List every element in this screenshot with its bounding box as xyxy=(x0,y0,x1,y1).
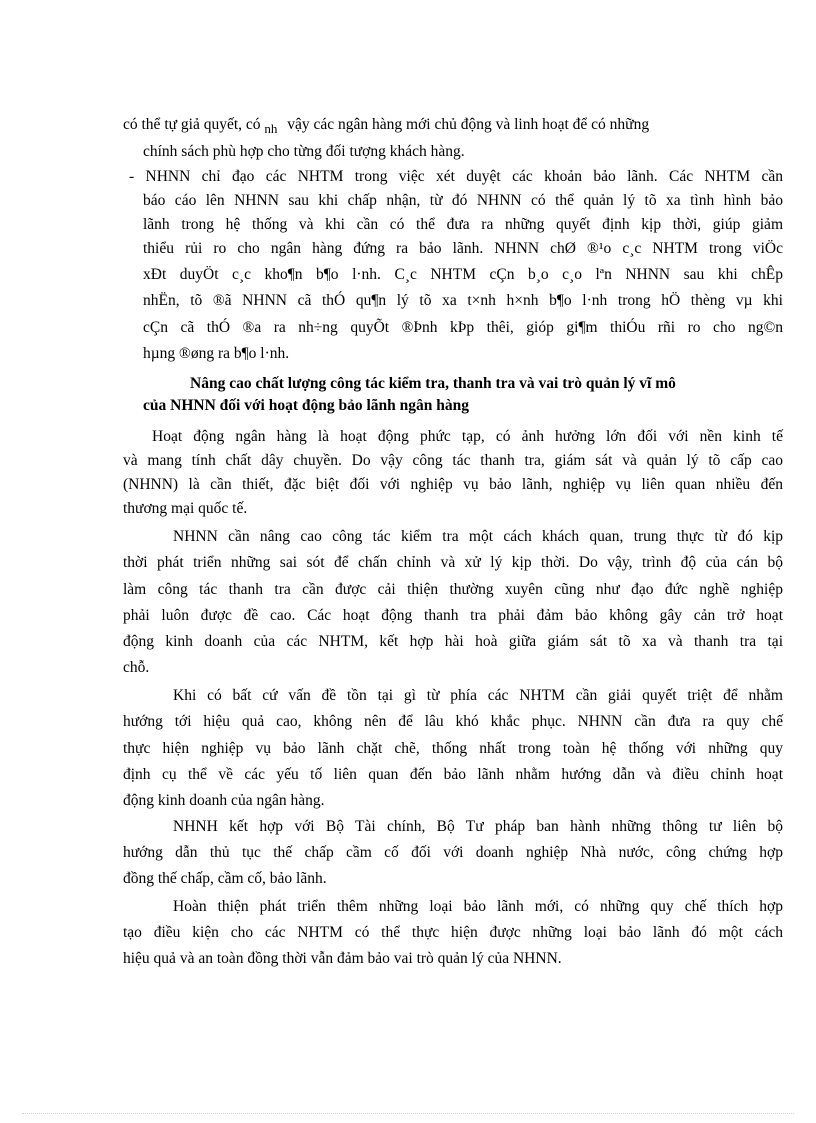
text-line: và mang tính chất dây chuyền. Do vậy công tác thanh tra, giám sát và quản lý tõ cấp cao xyxy=(123,452,783,469)
text-line: hiệu quả và an toàn đồng thời vẫn đảm bảo vai trò quản lý của NHNN. xyxy=(123,950,562,967)
heading-line: của NHNN đối với hoạt động bảo lãnh ngân hàng xyxy=(143,397,469,414)
text-line: hµng ®øng ra b¶o l·nh. xyxy=(143,345,290,362)
text-line: thiểu rủi ro cho ngân hàng đứng ra bảo lãnh. NHNN chØ ®¹o c¸c NHTM trong viÖc xyxy=(143,240,783,257)
heading-line: Nâng cao chất lượng công tác kiểm tra, thanh tra và vai trò quản lý vĩ mô xyxy=(190,375,676,392)
text-line: hướng dẫn thủ tục thế chấp cầm cố đối với doanh nghiệp Nhà nước, công chứng hợp xyxy=(123,844,783,861)
text-line: chỗ. xyxy=(123,659,150,676)
text-line: lãnh trong hệ thống và khi cần có thể đưa ra những quyết định kịp thời, giúp giảm xyxy=(143,216,783,233)
text-line: thời phát triển những sai sót để chấn chỉnh và xử lý kịp thời. Do vậy, trình độ của cán bộ xyxy=(123,554,783,571)
text-line: phải luôn được đề cao. Các hoạt động thanh tra phải đảm bảo không gây cản trở hoạt xyxy=(123,607,783,624)
text-line xyxy=(123,115,783,135)
text-fragment: vậy các ngân hàng mới chủ động và linh hoạt để có những xyxy=(287,116,650,133)
text-line: Khi có bất cứ vấn đề tồn tại gì từ phía các NHTM cần giải quyết triệt để nhằm xyxy=(173,687,783,704)
text-line: hướng tới hiệu quả cao, không nên để lâu khó khắc phục. NHNN cần đưa ra quy chế xyxy=(123,713,783,730)
text-line: đồng thế chấp, cầm cố, bảo lãnh. xyxy=(123,870,327,887)
text-line: làm công tác thanh tra cần được cải thiện thường xuyên cũng như đạo đức nghề nghiệp xyxy=(123,581,783,598)
text-line: cÇn cã thÓ ®a ra nh÷ng quyÕt ®Þnh kÞp thêi, gióp gi¶m thiÓu rñi ro cho ng©n xyxy=(143,319,783,336)
text-line: xÐt duyÖt c¸c kho¶n b¶o l·nh. C¸c NHTM cÇn b¸o c¸o lªn NHNN sau khi chÊp xyxy=(143,266,783,283)
text-line: định cụ thể về các yếu tố liên quan đến bảo lãnh nhằm hướng dẫn và điều chỉnh hoạt xyxy=(123,766,783,783)
text-fragment: có thể tự giả quyết, có xyxy=(123,116,261,133)
text-line: nhËn, tõ ®ã NHNN cã thÓ qu¶n lý tõ xa t×nh h×nh b¶o l·nh trong hÖ thèng vµ khi xyxy=(143,292,783,309)
text-line: - NHNN chỉ đạo các NHTM trong việc xét duyệt các khoản bảo lãnh. Các NHTM cần xyxy=(129,168,783,185)
page-bottom-rule xyxy=(22,1113,794,1114)
text-line: thực hiện nghiệp vụ bảo lãnh chặt chẽ, thống nhất trong toàn hệ thống với những quy xyxy=(123,740,783,757)
text-line: NHNN cần nâng cao công tác kiểm tra một cách khách quan, trung thực từ đó kịp xyxy=(173,528,783,545)
text-line: NHNH kết hợp với Bộ Tài chính, Bộ Tư pháp ban hành những thông tư liên bộ xyxy=(173,818,783,835)
text-line: thương mại quốc tế. xyxy=(123,500,248,517)
text-line: báo cáo lên NHNN sau khi chấp nhận, từ đó NHNN có thể quản lý tõ xa tình hình bảo xyxy=(143,192,783,209)
text-line: tạo điều kiện cho các NHTM có thể thực hiện được những loại bảo lãnh đó một cách xyxy=(123,924,783,941)
text-line: chính sách phù hợp cho từng đối tượng khách hàng. xyxy=(143,143,465,160)
text-line: Hoạt động ngân hàng là hoạt động phức tạp, có ảnh hưởng lớn đối với nền kinh tế xyxy=(152,428,783,445)
text-line: Hoàn thiện phát triển thêm những loại bảo lãnh mới, có những quy chế thích hợp xyxy=(173,898,783,915)
text-line: động kinh doanh của ngân hàng. xyxy=(123,792,325,809)
text-line: động kinh doanh của các NHTM, kết hợp hài hoà giữa giám sát tõ xa và thanh tra tại xyxy=(123,633,783,650)
text-fragment-offset: nh xyxy=(264,121,278,136)
text-line: (NHNN) là cần thiết, đặc biệt đối với nghiệp vụ bảo lãnh, nghiệp vụ liên quan nhiều đến xyxy=(123,476,783,493)
